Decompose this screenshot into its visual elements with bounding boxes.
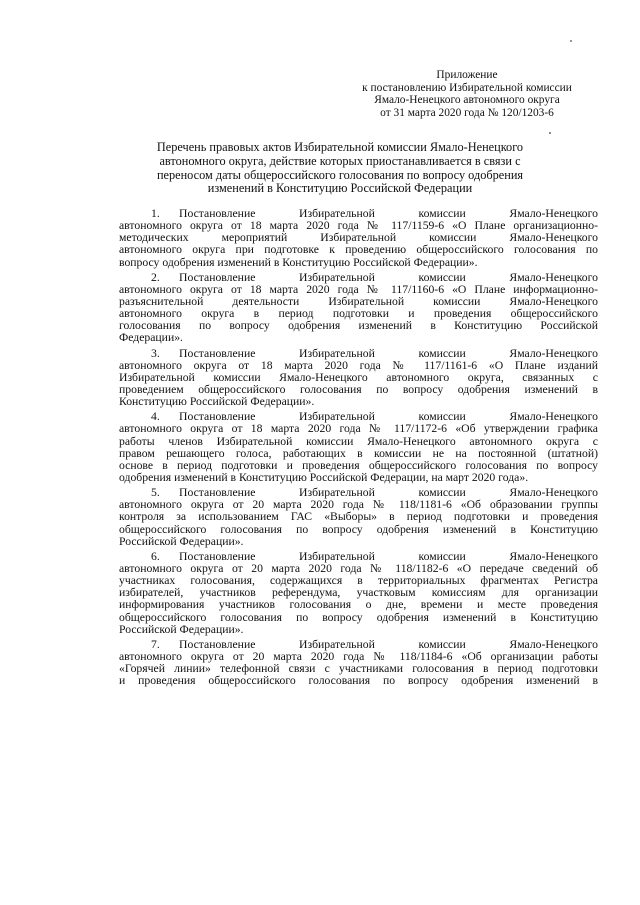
appendix-header-line: Приложение — [436, 69, 498, 81]
list-item-number: 1. — [151, 208, 160, 220]
list-item-text: работы членов Избирательной комиссии Ямало-Ненецкого автономного округа с — [119, 435, 598, 448]
list-item-text: автономного округа в период подготовки и проведения общероссийского — [119, 308, 598, 321]
list-item-text: информирования участников голосования о дне, времени и месте проведения — [119, 599, 598, 612]
list-item-first-line — [119, 411, 598, 423]
list-item-text: правом решающего голоса, работающих в комиссии не на постоянной (штатной) — [119, 447, 598, 460]
document-title — [130, 141, 550, 196]
appendix-header-line: от 31 марта 2020 года № 120/1203-6 — [380, 106, 554, 119]
list-item-number: 6. — [151, 550, 160, 563]
list-item-text: «Горячей линии» телефонной связи с участниками голосования в период подготовки — [119, 663, 598, 676]
list-item-text: общероссийского голосования по вопросу одобрения изменений в Конституцию — [119, 523, 598, 536]
scan-speck — [549, 132, 551, 134]
list-item-text: основе в период подготовки и проведения общероссийского голосования по вопросу — [119, 459, 598, 472]
appendix-header-line: к постановлению Избирательной комиссии — [362, 81, 572, 94]
list-item-first-line — [119, 348, 598, 360]
list-item — [119, 348, 598, 409]
list-item-text: Постановление Избирательной комиссии Ямало-Ненецкого — [179, 347, 598, 360]
list-item-text: Постановление Избирательной комиссии Ямало-Ненецкого — [179, 550, 598, 563]
list-item — [119, 272, 598, 345]
list-item-number: 2. — [151, 271, 160, 284]
appendix-header — [330, 69, 604, 119]
list-item-text: одобрения изменений в Конституцию Российской Федерации, на март 2020 года». — [119, 471, 529, 484]
list-item-text: автономного округа от 18 марта 2020 года № 117/1172-6 «Об утверждении графика — [119, 423, 598, 436]
list-item-text: голосования по вопросу одобрения изменений в Конституцию Российской — [119, 320, 598, 333]
list-item-text: автономного округа от 20 марта 2020 года № 118/1182-6 «О передаче сведений об — [119, 562, 598, 575]
list-item-text: общероссийского голосования по вопросу одобрения изменений в Конституцию — [119, 611, 598, 624]
list-item-text: Постановление Избирательной комиссии Ямало-Ненецкого — [179, 208, 598, 220]
list-item-number: 3. — [151, 347, 160, 360]
list-item-first-line — [119, 208, 598, 220]
title-line: переносом даты общероссийского голосования по вопросу одобрения — [156, 167, 524, 182]
list-item — [119, 639, 598, 688]
list-item-text: Постановление Избирательной комиссии Ямало-Ненецкого — [179, 411, 598, 424]
list-item-text: Российской Федерации». — [119, 623, 244, 636]
list-item — [119, 411, 598, 484]
title-line: изменений в Конституцию Российской Федерации — [207, 181, 473, 196]
list-item-text: Федерации». — [119, 332, 183, 345]
list-item-text: вопросу одобрения изменений в Конституцию Российской Федерации». — [119, 256, 478, 269]
scan-speck — [570, 40, 572, 42]
list-item-first-line — [119, 551, 598, 563]
list-item-text: Постановление Избирательной комиссии Ямало-Ненецкого — [179, 487, 598, 500]
title-line: Перечень правовых актов Избирательной комиссии Ямало-Ненецкого — [156, 140, 524, 154]
list-item-text: Постановление Избирательной комиссии Ямало-Ненецкого — [179, 271, 598, 284]
list-item-text: разъяснительной деятельности Избирательной комиссии Ямало-Ненецкого — [119, 295, 598, 308]
list-item-text: методических мероприятий Избирательной комиссии Ямало-Ненецкого — [119, 232, 598, 245]
list-item-text: автономного округа от 18 марта 2020 года № 117/1159-6 «О Плане организационно- — [119, 220, 598, 233]
title-line: автономного округа, действие которых приостанавливается в связи с — [159, 153, 521, 168]
list-item-text: автономного округа от 18 марта 2020 года № 117/1160-6 «О Плане информационно- — [119, 283, 598, 296]
appendix-header-line: Ямало-Ненецкого автономного округа — [374, 94, 560, 107]
list-item-text: и проведения общероссийского голосования по вопросу одобрения изменений в — [119, 675, 598, 688]
list-item-first-line — [119, 272, 598, 284]
list-item-text: автономного округа от 18 марта 2020 года № 117/1161-6 «О Плане изданий — [119, 359, 598, 372]
list-item-text: Конституцию Российской Федерации». — [119, 396, 315, 409]
list-item-text: Избирательной комиссии Ямало-Ненецкого автономного округа, связанных с — [119, 371, 598, 384]
list-item-text: избирателей, участников референдума, участковым комиссиям для организации — [119, 587, 598, 600]
list-item-number: 7. — [151, 638, 160, 651]
list-item-first-line — [119, 639, 598, 651]
list-item-text: Постановление Избирательной комиссии Ямало-Ненецкого — [179, 638, 598, 651]
list-item-text: проведением общероссийского голосования по вопросу одобрения изменений в — [119, 383, 598, 396]
list-item — [119, 487, 598, 548]
list-item-text: участниках голосования, содержащихся в территориальных фрагментах Регистра — [119, 575, 598, 588]
list-item-text: автономного округа от 20 марта 2020 года № 118/1181-6 «Об образовании группы — [119, 499, 598, 512]
list-item-first-line — [119, 487, 598, 499]
list-item — [119, 551, 598, 636]
list-item — [119, 208, 598, 269]
list-item-number: 5. — [151, 487, 160, 500]
list-item-text: автономного округа от 20 марта 2020 года № 118/1184-6 «Об организации работы — [119, 650, 598, 663]
acts-list — [119, 208, 598, 690]
list-item-number: 4. — [151, 411, 160, 424]
list-item-text: автономного округа при подготовке к проведению общероссийского голосования по — [119, 244, 598, 257]
list-item-text: Российской Федерации». — [119, 535, 244, 548]
list-item-text: контроля за использованием ГАС «Выборы» в период подготовки и проведения — [119, 511, 598, 524]
